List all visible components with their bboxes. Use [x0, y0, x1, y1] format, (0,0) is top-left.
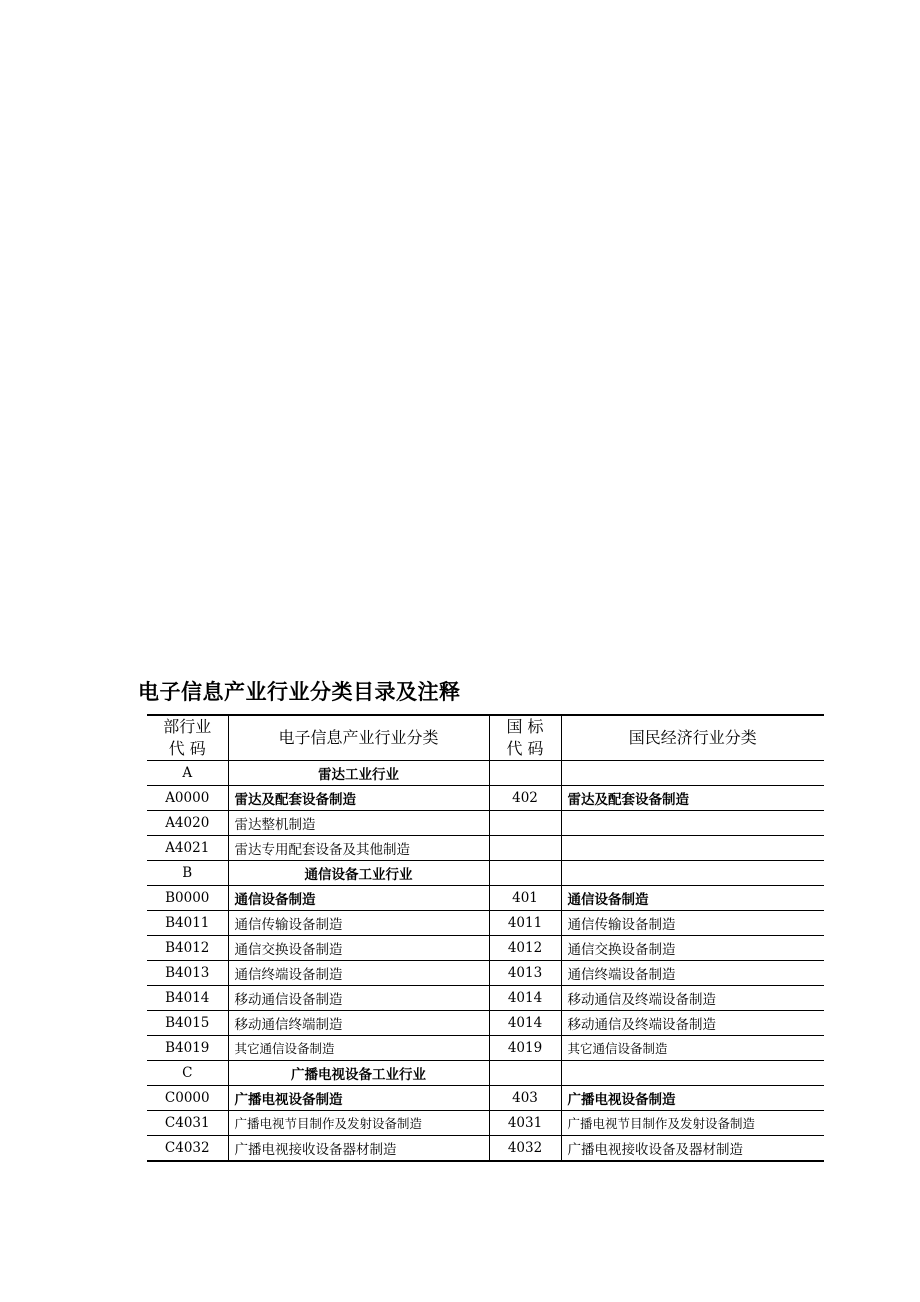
ei-category-cell: 广播电视节目制作及发射设备制造: [228, 1111, 489, 1136]
ei-category-cell: 雷达整机制造: [228, 811, 489, 836]
table-row: [147, 986, 824, 1011]
national-category-cell: [561, 836, 824, 861]
dept-code-cell: C0000: [147, 1086, 228, 1111]
national-category-cell: [561, 861, 824, 886]
dept-code-cell: B4019: [147, 1036, 228, 1061]
table-row: [147, 1036, 824, 1061]
dept-code-cell: B4015: [147, 1011, 228, 1036]
gb-code-cell: 4031: [489, 1111, 561, 1136]
gb-code-cell: 4014: [489, 1011, 561, 1036]
industry-classification-table: [147, 714, 824, 1162]
gb-code-cell: 4012: [489, 936, 561, 961]
national-category-cell: 通信交换设备制造: [561, 936, 824, 961]
national-category-cell: 雷达及配套设备制造: [561, 786, 824, 811]
gb-code-cell: 4014: [489, 986, 561, 1011]
table-row: [147, 811, 824, 836]
dept-code-cell: A4020: [147, 811, 228, 836]
gb-code-cell: 403: [489, 1086, 561, 1111]
table-row: [147, 1111, 824, 1136]
ei-category-cell: 广播电视接收设备器材制造: [228, 1136, 489, 1162]
table-row: [147, 786, 824, 811]
header-national-category: 国民经济行业分类: [561, 715, 824, 761]
ei-category-cell: 雷达专用配套设备及其他制造: [228, 836, 489, 861]
national-category-cell: 广播电视接收设备及器材制造: [561, 1136, 824, 1162]
dept-code-cell: B4012: [147, 936, 228, 961]
ei-category-cell: 通信交换设备制造: [228, 936, 489, 961]
national-category-cell: 通信传输设备制造: [561, 911, 824, 936]
table-row: [147, 961, 824, 986]
gb-code-cell: [489, 811, 561, 836]
gb-code-cell: [489, 836, 561, 861]
national-category-cell: 通信终端设备制造: [561, 961, 824, 986]
gb-code-cell: 4032: [489, 1136, 561, 1162]
table-row: [147, 936, 824, 961]
table-header-row: [147, 715, 824, 761]
dept-code-cell: C: [147, 1061, 228, 1086]
dept-code-cell: B0000: [147, 886, 228, 911]
table-row: [147, 1136, 824, 1162]
ei-category-cell: 通信设备工业行业: [228, 861, 489, 886]
ei-category-cell: 广播电视设备工业行业: [228, 1061, 489, 1086]
ei-category-cell: 其它通信设备制造: [228, 1036, 489, 1061]
dept-code-cell: B4011: [147, 911, 228, 936]
national-category-cell: 广播电视设备制造: [561, 1086, 824, 1111]
header-gb-code-line1: 国 标: [506, 717, 544, 736]
dept-code-cell: A4021: [147, 836, 228, 861]
table-row: [147, 1086, 824, 1111]
national-category-cell: 通信设备制造: [561, 886, 824, 911]
header-dept-code-line1: 部行业: [163, 717, 212, 736]
national-category-cell: 其它通信设备制造: [561, 1036, 824, 1061]
table-row: [147, 1011, 824, 1036]
dept-code-cell: C4031: [147, 1111, 228, 1136]
dept-code-cell: A0000: [147, 786, 228, 811]
gb-code-cell: 402: [489, 786, 561, 811]
gb-code-cell: [489, 861, 561, 886]
page-title: 电子信息产业行业分类目录及注释: [138, 680, 461, 704]
table-row: [147, 761, 824, 786]
header-dept-code: [147, 715, 228, 761]
dept-code-cell: A: [147, 761, 228, 786]
national-category-cell: [561, 1061, 824, 1086]
table-row: [147, 836, 824, 861]
header-gb-code-line2: 代 码: [506, 739, 544, 758]
national-category-cell: 移动通信及终端设备制造: [561, 1011, 824, 1036]
national-category-cell: [561, 761, 824, 786]
dept-code-cell: B4013: [147, 961, 228, 986]
ei-category-cell: 雷达及配套设备制造: [228, 786, 489, 811]
dept-code-cell: B4014: [147, 986, 228, 1011]
table-body: [147, 761, 824, 1162]
gb-code-cell: [489, 1061, 561, 1086]
ei-category-cell: 移动通信设备制造: [228, 986, 489, 1011]
table-row: [147, 1061, 824, 1086]
gb-code-cell: 4011: [489, 911, 561, 936]
dept-code-cell: B: [147, 861, 228, 886]
national-category-cell: 广播电视节目制作及发射设备制造: [561, 1111, 824, 1136]
header-gb-code: [489, 715, 561, 761]
header-dept-code-line2: 代 码: [168, 739, 206, 758]
table-row: [147, 861, 824, 886]
ei-category-cell: 通信设备制造: [228, 886, 489, 911]
national-category-cell: 移动通信及终端设备制造: [561, 986, 824, 1011]
ei-category-cell: 广播电视设备制造: [228, 1086, 489, 1111]
header-ei-category: 电子信息产业行业分类: [228, 715, 489, 761]
gb-code-cell: [489, 761, 561, 786]
national-category-cell: [561, 811, 824, 836]
ei-category-cell: 通信终端设备制造: [228, 961, 489, 986]
ei-category-cell: 雷达工业行业: [228, 761, 489, 786]
table-row: [147, 886, 824, 911]
table-row: [147, 911, 824, 936]
ei-category-cell: 移动通信终端制造: [228, 1011, 489, 1036]
dept-code-cell: C4032: [147, 1136, 228, 1162]
gb-code-cell: 401: [489, 886, 561, 911]
ei-category-cell: 通信传输设备制造: [228, 911, 489, 936]
gb-code-cell: 4013: [489, 961, 561, 986]
gb-code-cell: 4019: [489, 1036, 561, 1061]
